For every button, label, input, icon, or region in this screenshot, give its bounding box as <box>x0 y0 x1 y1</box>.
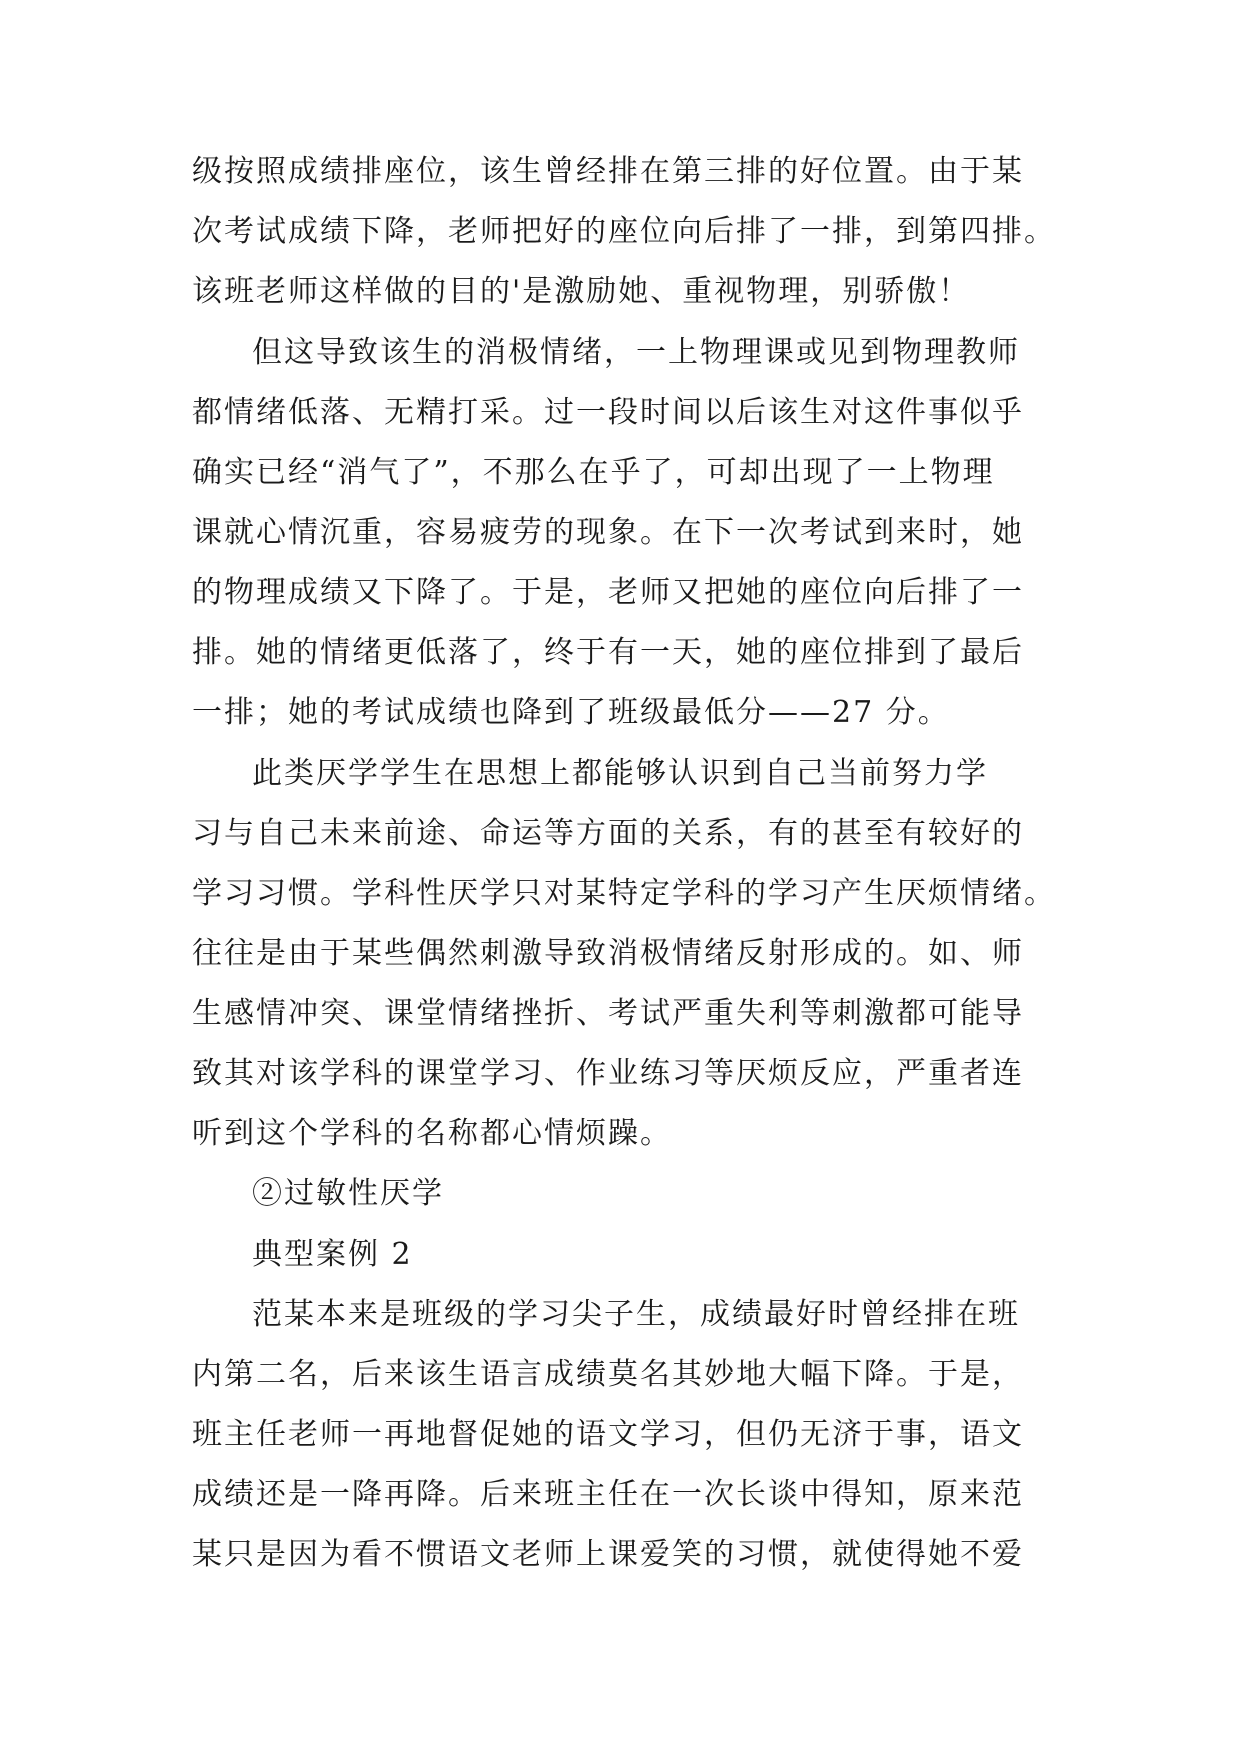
text-line: 习与自己未来前途、命运等方面的关系，有的甚至有较好的 <box>192 816 1024 851</box>
text-line: 该班老师这样做的目的'是激励她、重视物理，别骄傲！ <box>192 274 971 309</box>
text-line: 生感情冲突、课堂情绪挫折、考试严重失利等刺激都可能导 <box>192 996 1024 1031</box>
text-line: 往往是由于某些偶然刺激导致消极情绪反射形成的。如、师 <box>192 936 1024 971</box>
text-line: 课就心情沉重，容易疲劳的现象。在下一次考试到来时，她 <box>192 515 1024 550</box>
text-line: 内第二名，后来该生语言成绩莫名其妙地大幅下降。于是， <box>192 1357 1024 1392</box>
paragraph-first-line: 此类厌学学生在思想上都能够认识到自己当前努力学 <box>252 756 988 791</box>
case-heading: 典型案例 2 <box>252 1237 413 1272</box>
text-line: 次考试成绩下降，老师把好的座位向后排了一排，到第四排。 <box>192 214 1056 249</box>
paragraph-first-line: 但这导致该生的消极情绪，一上物理课或见到物理教师 <box>252 335 1020 370</box>
text-line: 班主任老师一再地督促她的语文学习，但仍无济于事，语文 <box>192 1417 1024 1452</box>
text-line: 成绩还是一降再降。后来班主任在一次长谈中得知，原来范 <box>192 1477 1024 1512</box>
text-line: 致其对该学科的课堂学习、作业练习等厌烦反应，严重者连 <box>192 1056 1024 1091</box>
section-heading: ②过敏性厌学 <box>252 1176 444 1211</box>
text-line: 都情绪低落、无精打采。过一段时间以后该生对这件事似乎 <box>192 395 1024 430</box>
paragraph-first-line: 范某本来是班级的学习尖子生，成绩最好时曾经排在班 <box>252 1297 1020 1332</box>
text-line: 级按照成绩排座位，该生曾经排在第三排的好位置。由于某 <box>192 154 1024 189</box>
text-line: 的物理成绩又下降了。于是，老师又把她的座位向后排了一 <box>192 575 1024 610</box>
text-line: 某只是因为看不惯语文老师上课爱笑的习惯，就使得她不爱 <box>192 1537 1024 1572</box>
text-line: 确实已经“消气了”，不那么在乎了，可却出现了一上物理 <box>192 455 995 490</box>
text-line: 一排；她的考试成绩也降到了班级最低分——27 分。 <box>192 695 950 730</box>
text-line: 排。她的情绪更低落了，终于有一天，她的座位排到了最后 <box>192 635 1024 670</box>
text-line: 学习习惯。学科性厌学只对某特定学科的学习产生厌烦情绪。 <box>192 876 1056 911</box>
text-line: 听到这个学科的名称都心情烦躁。 <box>192 1116 672 1151</box>
